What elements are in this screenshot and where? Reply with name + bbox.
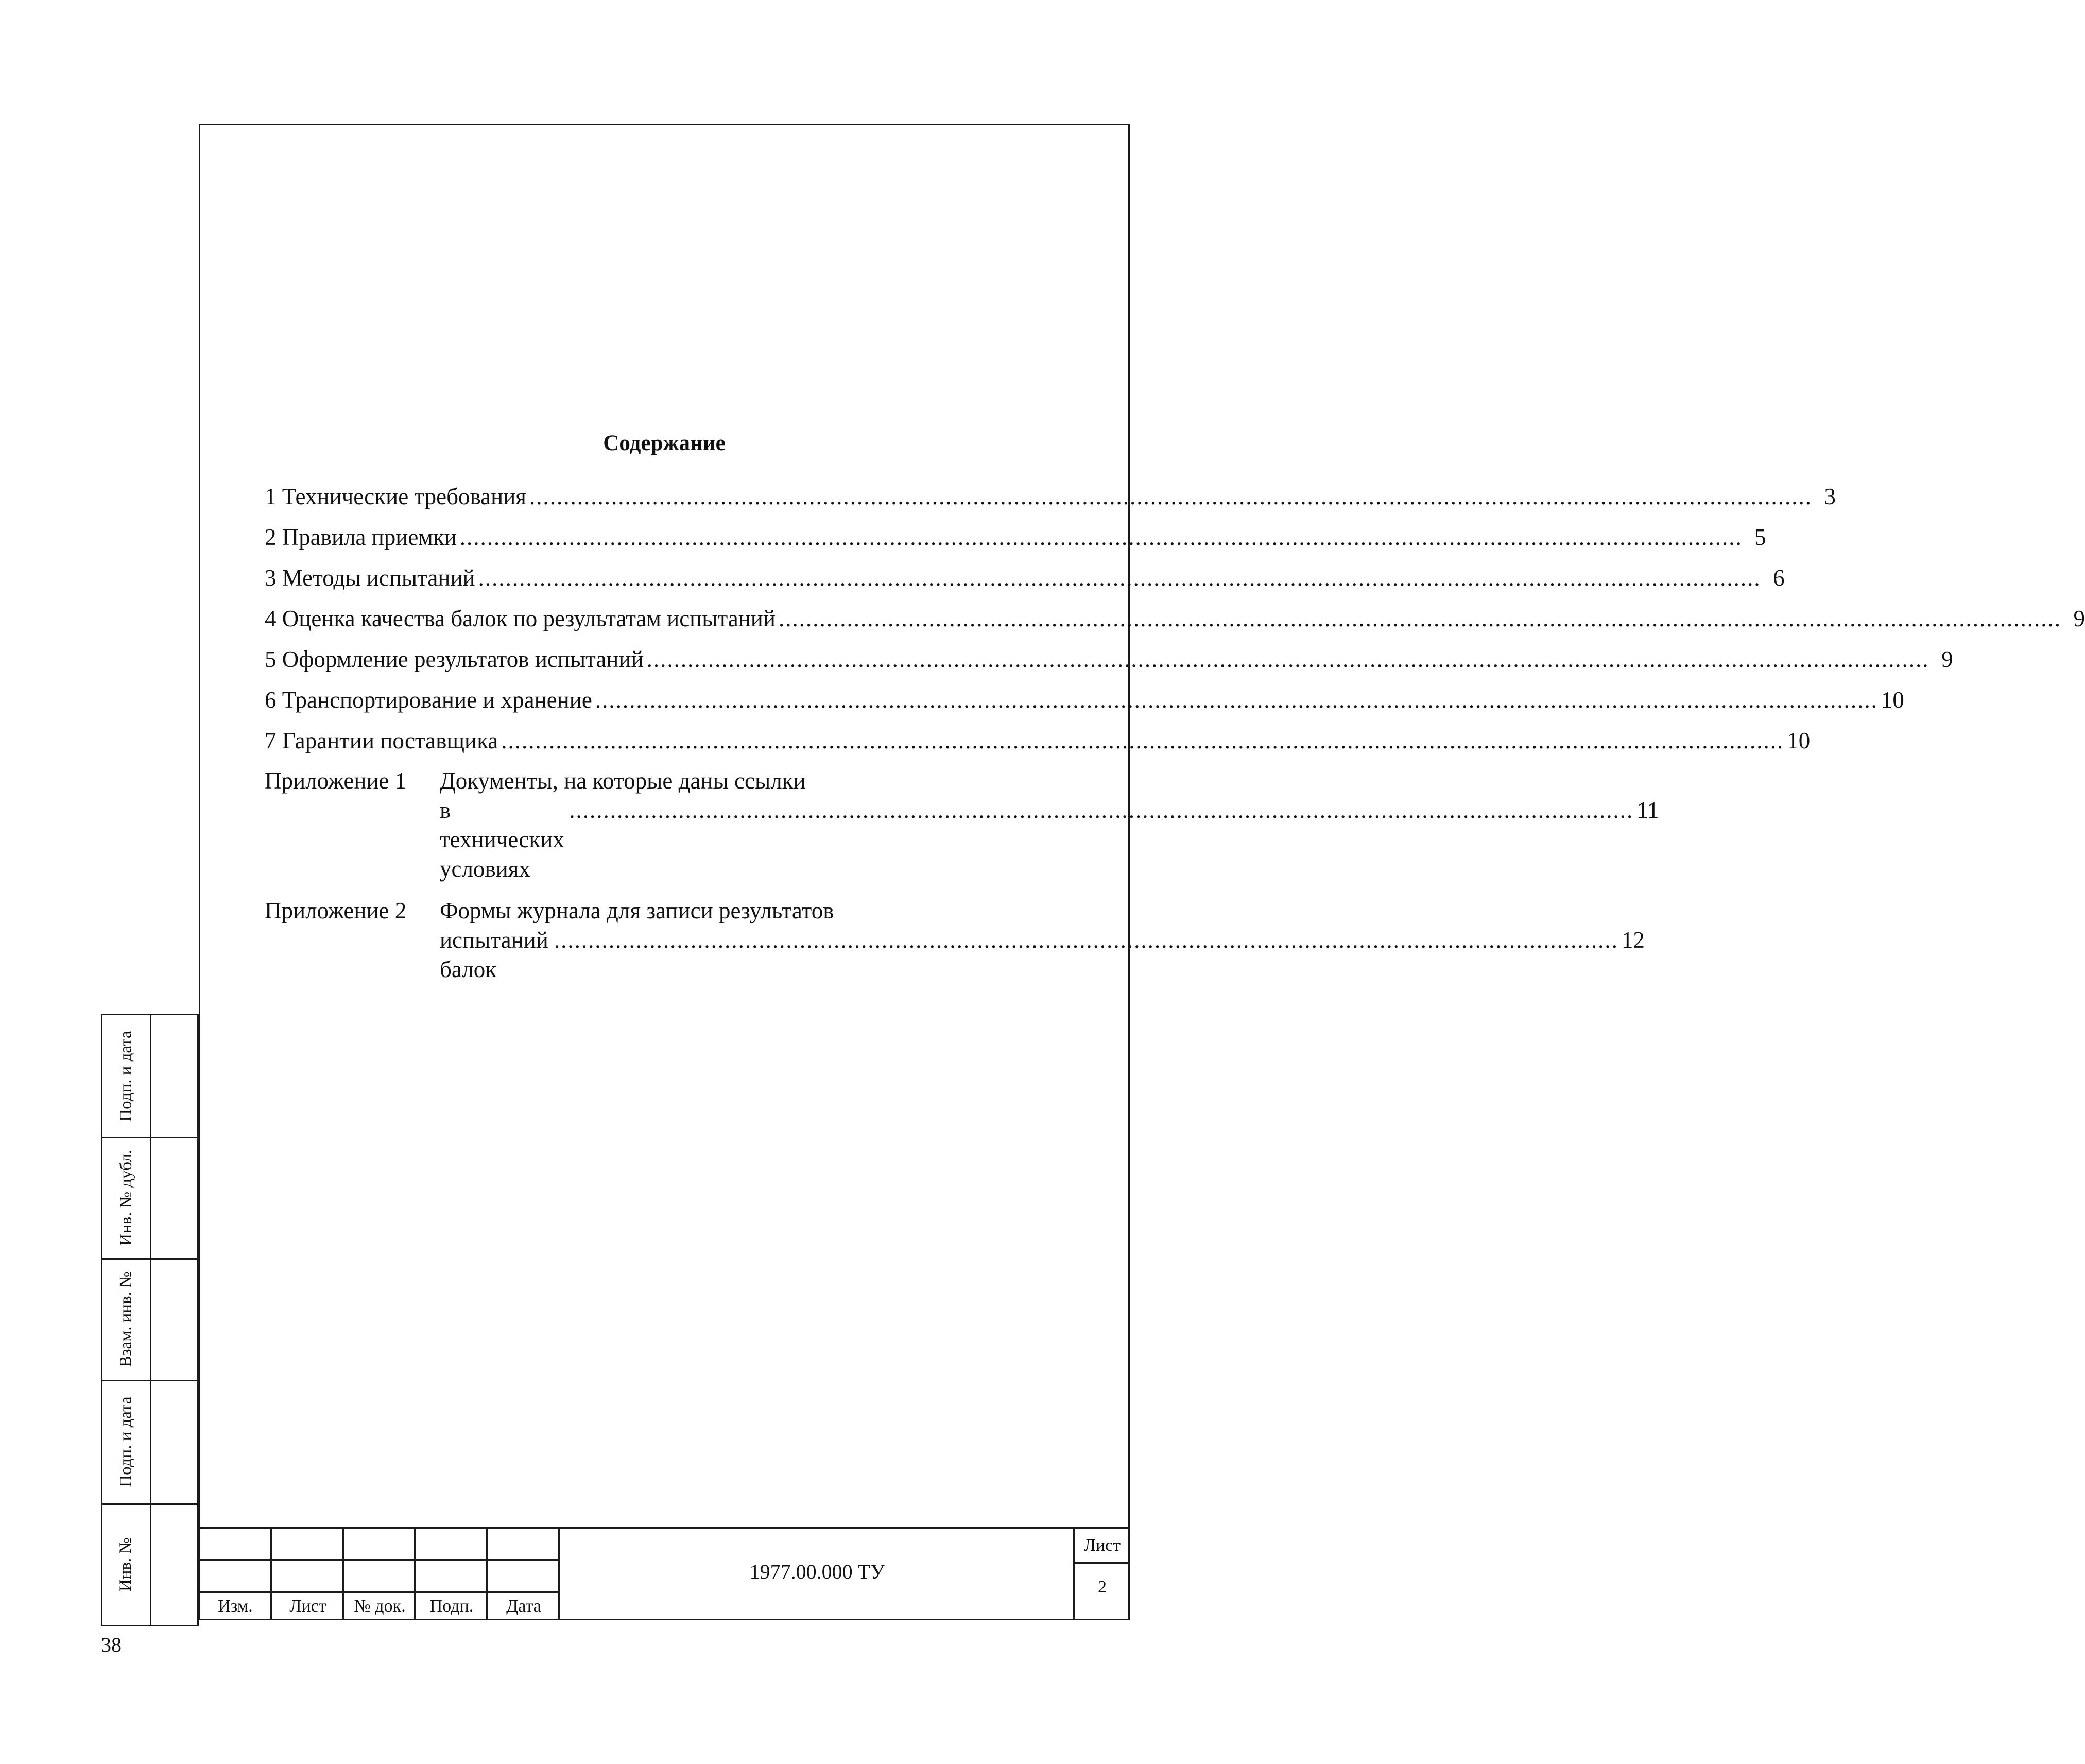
header-doc-number: № док. bbox=[354, 1597, 406, 1616]
title-block-rule bbox=[199, 1591, 560, 1593]
toc-leader: ............................................................................................................................................................................................ bbox=[478, 565, 1761, 591]
title-block-rule bbox=[199, 1559, 560, 1561]
header-izm: Изм. bbox=[218, 1597, 253, 1616]
toc-item-page: 6 bbox=[1773, 565, 1785, 591]
toc-leader: ............................................................................................................................................................................................ bbox=[501, 728, 1784, 753]
toc-leader: ............................................................................................................................................................................................ bbox=[778, 606, 2061, 631]
side-stamp bbox=[101, 1014, 199, 1626]
appendix-label: Приложение 1 bbox=[265, 768, 407, 794]
toc-leader: ............................................................................................................................................................................................ bbox=[459, 524, 1743, 550]
document-code: 1977.00.000 ТУ bbox=[749, 1560, 885, 1583]
toc-item bbox=[265, 680, 1904, 721]
title-block-rule bbox=[1075, 1562, 1130, 1564]
side-stamp-label: Взам. инв. № bbox=[116, 1271, 135, 1367]
toc-leader: ............................................................................................................................................................................................ bbox=[646, 646, 1929, 672]
sheet-label: Лист bbox=[1083, 1536, 1121, 1555]
appendix-title-line1: Формы журнала для записи результатов bbox=[440, 898, 834, 923]
toc-item-page: 10 bbox=[1787, 728, 1811, 753]
header-date: Дата bbox=[506, 1597, 541, 1616]
toc-item-label: 7 Гарантии поставщика bbox=[265, 728, 498, 753]
toc-leader: ............................................................................................................................................................................................ bbox=[529, 484, 1813, 509]
side-stamp-divider bbox=[150, 1015, 151, 1625]
toc-item-page: 10 bbox=[1881, 687, 1904, 713]
toc-item bbox=[265, 598, 2085, 639]
toc-leader: ............................................................................................................................................................................................ bbox=[595, 687, 1878, 713]
side-stamp-label: Инв. № bbox=[116, 1537, 135, 1591]
toc-appendix bbox=[265, 896, 1645, 984]
toc-item bbox=[265, 639, 1953, 680]
toc-item-page: 9 bbox=[1941, 646, 1953, 672]
sheet-number: 2 bbox=[1098, 1578, 1107, 1597]
side-stamp-label: Инв. № дубл. bbox=[116, 1149, 135, 1246]
appendix-title-line2: испытаний балок bbox=[440, 927, 548, 982]
page-title: Содержание bbox=[603, 431, 726, 455]
toc-item-label: 6 Транспортирование и хранение bbox=[265, 687, 592, 713]
appendix-label: Приложение 2 bbox=[265, 898, 407, 923]
toc-item-page: 9 bbox=[2073, 606, 2085, 631]
appendix-title-line2: в технических условиях bbox=[440, 797, 564, 882]
toc-item bbox=[265, 558, 1785, 598]
appendix-page: 11 bbox=[1636, 797, 1659, 823]
appendix-title-line1: Документы, на которые даны ссылки bbox=[440, 768, 806, 794]
toc-item-page: 5 bbox=[1754, 524, 1766, 550]
toc-item-label: 1 Технические требования bbox=[265, 484, 527, 509]
side-stamp-label: Подп. и дата bbox=[116, 1030, 135, 1122]
toc-item-page: 3 bbox=[1824, 484, 1836, 509]
toc-item bbox=[265, 476, 1836, 517]
toc-item-label: 5 Оформление результатов испытаний bbox=[265, 646, 644, 672]
appendix-page: 12 bbox=[1621, 927, 1645, 953]
toc-item-label: 3 Методы испытаний bbox=[265, 565, 475, 591]
title-block bbox=[199, 1527, 1130, 1622]
header-signature: Подп. bbox=[429, 1597, 474, 1616]
table-of-contents bbox=[265, 476, 2085, 984]
toc-item-label: 2 Правила приемки bbox=[265, 524, 457, 550]
toc-item-label: 4 Оценка качества балок по результатам испытаний bbox=[265, 606, 776, 631]
side-stamp-label: Подп. и дата bbox=[116, 1396, 135, 1487]
toc-leader: ............................................................................................................................................................ bbox=[569, 797, 1634, 823]
header-list: Лист bbox=[289, 1597, 326, 1616]
toc-item bbox=[265, 721, 1811, 761]
page-number: 38 bbox=[101, 1633, 122, 1656]
toc-item bbox=[265, 517, 1766, 558]
toc-leader: ............................................................................................................................................................ bbox=[554, 927, 1618, 953]
toc-appendix bbox=[265, 766, 1659, 884]
